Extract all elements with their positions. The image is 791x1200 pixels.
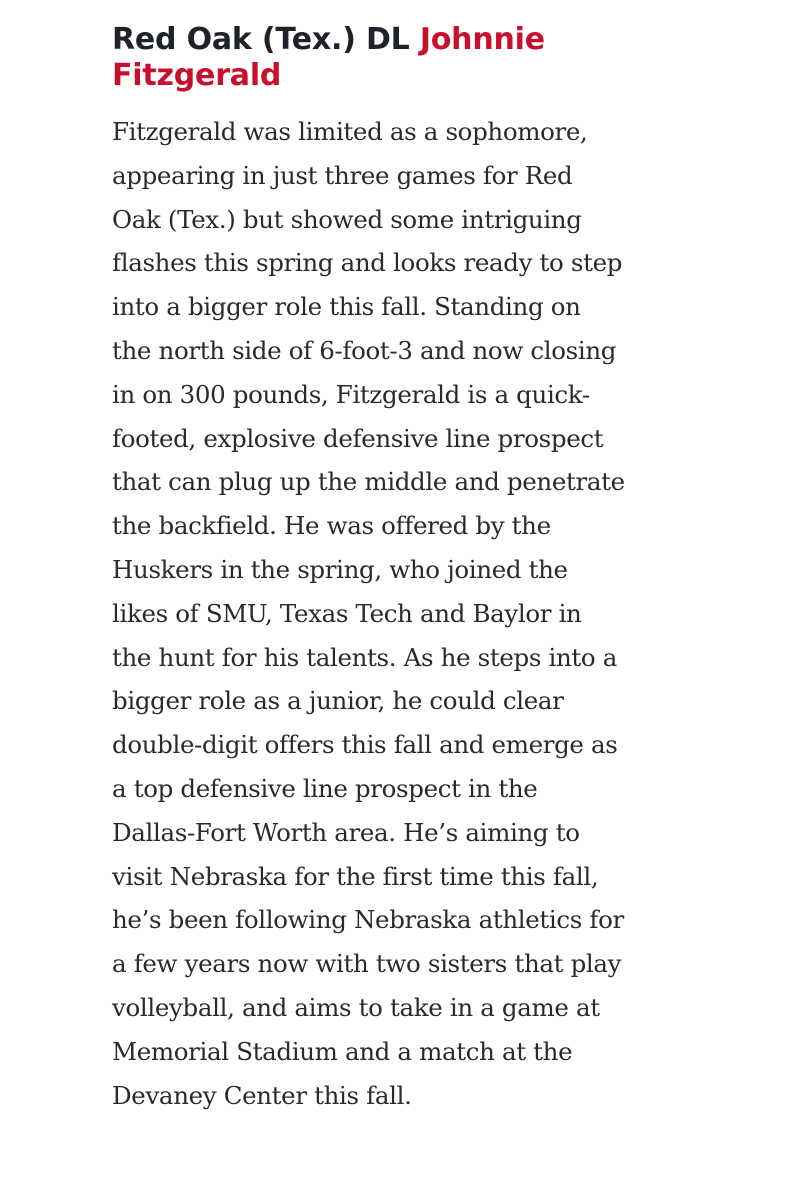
player-name-link[interactable]: Johnnie Fitzgerald <box>112 22 545 93</box>
article-section <box>112 22 642 1117</box>
headline-prefix: Red Oak (Tex.) DL <box>112 22 420 57</box>
article-paragraph: Fitzgerald was limited as a sophomore, appearing in just three games for Red Oak (Tex.) but showed some intriguing flashes this spring and looks ready to step into a bigger role this fall. Standing on the north side of 6-foot-3 and now closing in on 300 pounds, Fitzgerald is a quick-footed, explosive defensive line prospect that can plug up the middle and penetrate the backfield. He was offered by the Huskers in the spring, who joined the likes of SMU, Texas Tech and Baylor in the hunt for his talents. As he steps into a bigger role as a junior, he could clear double-digit offers this fall and emerge as a top defensive line prospect in the Dallas-Fort Worth area. He’s aiming to visit Nebraska for the first time this fall, he’s been following Nebraska athletics for a few years now with two sisters that play volleyball, and aims to take in a game at Memorial Stadium and a match at the Devaney Center this fall. <box>112 117 625 1110</box>
section-headline <box>112 22 642 94</box>
